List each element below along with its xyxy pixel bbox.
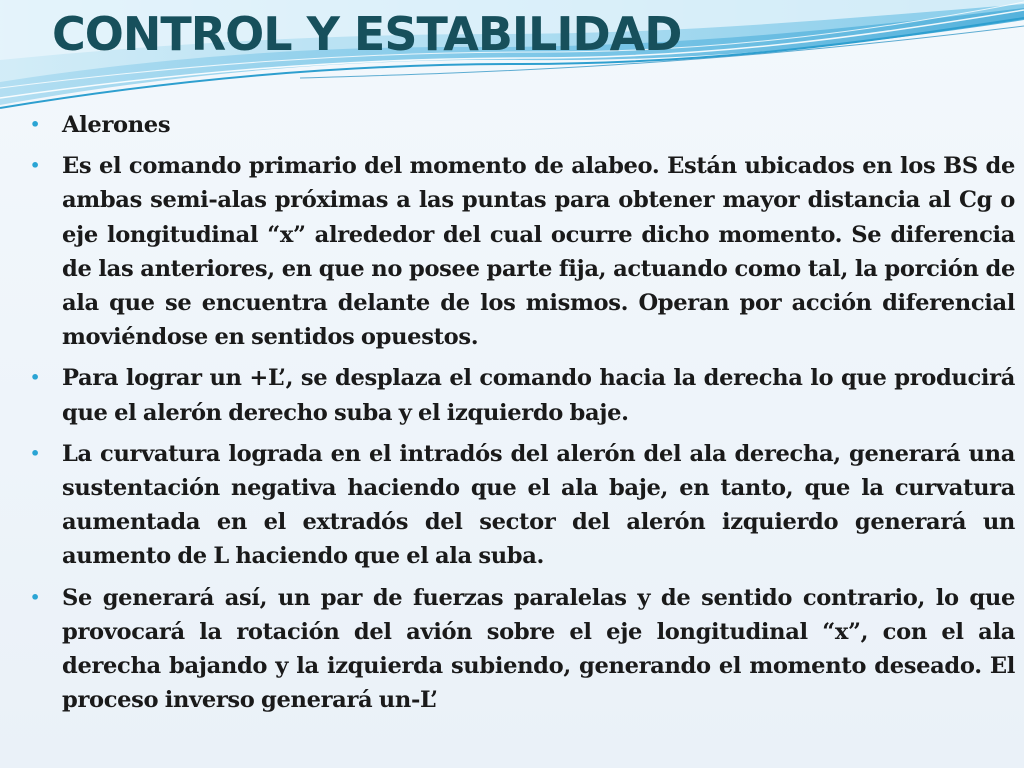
bullet-dot-icon: • [30, 115, 40, 134]
bullet-item [30, 108, 1015, 142]
bullet-item [30, 437, 1015, 574]
bullet-text: Alerones [62, 112, 171, 138]
bullet-item [30, 361, 1015, 429]
bullet-dot-icon: • [30, 156, 40, 176]
bullet-item [30, 149, 1015, 354]
bullet-list [30, 108, 1015, 724]
bullet-dot-icon: • [30, 587, 40, 607]
bullet-text: Se generará así, un par de fuerzas paralelas y de sentido contrario, lo que provocará la rotación del avión sobre el eje longitudinal “x”, con el ala derecha bajando y la izquierda subiendo, generando el momento deseado. El proceso inverso generará un-L’ [62, 584, 1015, 714]
bullet-dot-icon: • [30, 368, 40, 388]
bullet-text: La curvatura lograda en el intradós del alerón del ala derecha, generará una sustentación negativa haciendo que el ala baje, en tanto, que la curvatura aumentada en el extradós del sector del alerón izquierdo generará un aumento de L haciendo que el ala suba. [62, 440, 1015, 570]
bullet-text: Es el comando primario del momento de alabeo. Están ubicados en los BS de ambas semi-alas próximas a las puntas para obtener mayor distancia al Cg o eje longitudinal “x” alrededor del cual ocurre dicho momento. Se diferencia de las anteriores, en que no posee parte fija, actuando como tal, la porción de ala que se encuentra delante de los mismos. Operan por acción diferencial moviéndose en sentidos opuestos. [62, 153, 1015, 351]
slide-title: CONTROL Y ESTABILIDAD [52, 7, 682, 61]
bullet-dot-icon: • [30, 443, 40, 463]
bullet-text: Para lograr un +L’, se desplaza el comando hacia la derecha lo que producirá que el alerón derecho suba y el izquierdo baje. [62, 365, 1015, 426]
bullet-item [30, 581, 1015, 718]
